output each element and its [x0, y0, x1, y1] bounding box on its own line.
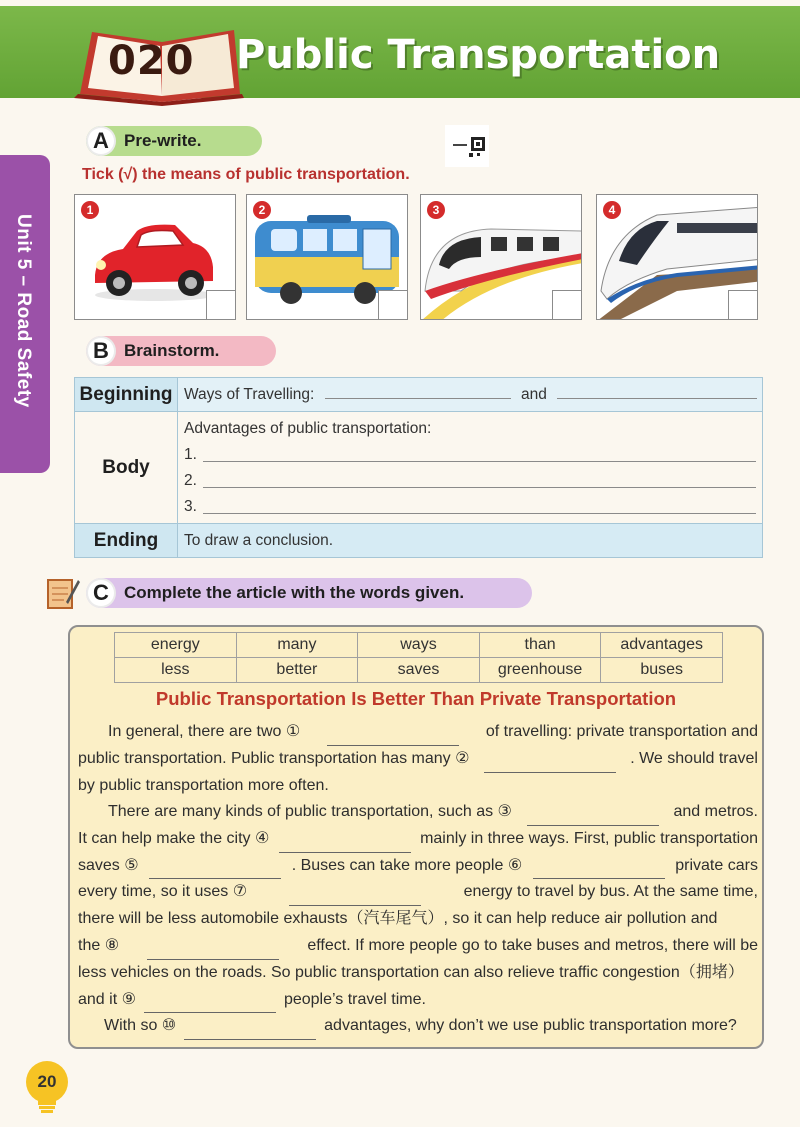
word-bank-cell: buses: [601, 658, 723, 683]
article-text: . We should travel: [630, 749, 758, 767]
article-paragraph-1: [78, 719, 758, 799]
article-text: saves ⑤: [78, 856, 139, 874]
section-a-header: [86, 126, 262, 156]
body-cell: [178, 412, 763, 524]
section-a-letter: A: [86, 126, 116, 156]
word-bank-cell: advantages: [601, 633, 723, 658]
article-text: the ⑧: [78, 936, 120, 954]
brainstorm-table: [74, 377, 763, 558]
unit-side-tab-label: Unit 5 – Road Safety: [13, 214, 34, 408]
word-bank-cell: than: [479, 633, 601, 658]
word-bank-table: [114, 632, 723, 683]
article-text: There are many kinds of public transportation, such as ③: [108, 803, 512, 820]
beginning-text: Ways of Travelling:: [184, 385, 315, 403]
word-bank-cell: energy: [115, 633, 237, 658]
picture-number: 4: [603, 201, 621, 219]
article-text: effect. If more people go to take buses and metros, there will be: [307, 936, 758, 954]
beginning-cell: [178, 378, 763, 412]
blank-3[interactable]: [527, 799, 659, 826]
section-b-letter: B: [86, 336, 116, 366]
picture-option-1: [74, 194, 236, 320]
article-text: With so ⑩: [104, 1017, 177, 1035]
article-text: of travelling: private transportation and: [485, 723, 758, 740]
blank-10[interactable]: [184, 1013, 316, 1040]
article-text: every time, so it uses ⑦: [78, 883, 248, 901]
blank-6[interactable]: [533, 853, 665, 880]
blank-7[interactable]: [289, 879, 421, 906]
picture-number: 2: [253, 201, 271, 219]
ways-blank-2[interactable]: [557, 398, 757, 399]
section-c-letter: C: [86, 578, 116, 608]
body-item-1: 1.: [184, 445, 197, 463]
word-bank-cell: greenhouse: [479, 658, 601, 683]
article-text: In general, there are two ①: [108, 723, 301, 740]
section-b-header: [86, 336, 276, 366]
picture-option-4: [596, 194, 758, 320]
section-c-header: [86, 578, 532, 608]
tick-box-4[interactable]: [728, 290, 757, 319]
blank-5[interactable]: [149, 853, 281, 880]
article-text: energy to travel by bus. At the same time,: [463, 883, 758, 901]
page-number: 20: [26, 1061, 68, 1103]
tick-box-2[interactable]: [378, 290, 407, 319]
blank-2[interactable]: [484, 746, 616, 773]
section-a-instruction: Tick (√) the means of public transportation.: [82, 166, 410, 183]
section-a-label: Pre-write.: [124, 131, 202, 150]
picture-option-2: [246, 194, 408, 320]
word-bank-cell: ways: [358, 633, 480, 658]
article-text: people’s travel time.: [283, 990, 426, 1008]
body-item-2: 2.: [184, 471, 197, 489]
picture-number: 1: [81, 201, 99, 219]
word-bank-cell: better: [236, 658, 358, 683]
picture-number: 3: [427, 201, 445, 219]
body-item-3: 3.: [184, 497, 197, 515]
beginning-and: and: [520, 385, 547, 403]
page-title: Public Transportation: [236, 32, 721, 78]
article-text: and metros.: [673, 803, 758, 820]
blank-8[interactable]: [147, 933, 279, 960]
advantage-blank-3[interactable]: [203, 494, 756, 514]
tick-box-1[interactable]: [206, 290, 235, 319]
section-c-label: Complete the article with the words given.: [124, 583, 465, 602]
blank-1[interactable]: [327, 719, 459, 746]
article-text: public transportation. Public transportation has many ②: [78, 749, 470, 767]
tick-box-3[interactable]: [552, 290, 581, 319]
article-paragraph-2: [78, 799, 758, 1040]
word-bank-cell: many: [236, 633, 358, 658]
writing-pad-icon: [46, 576, 80, 610]
body-head: Body: [75, 412, 178, 524]
ending-text: To draw a conclusion.: [178, 524, 763, 558]
body-intro: Advantages of public transportation:: [184, 419, 432, 437]
article-title: Public Transportation Is Better Than Private Transportation: [155, 688, 677, 709]
article-text: less vehicles on the roads. So public transportation can also relieve traffic congestion（拥堵）: [78, 963, 744, 981]
article-text: by public transportation more often.: [78, 776, 329, 794]
advantage-blank-1[interactable]: [203, 442, 756, 462]
article-text: private cars: [675, 856, 758, 874]
lesson-number: 020: [108, 38, 195, 84]
ending-head: Ending: [75, 524, 178, 558]
blank-9[interactable]: [144, 987, 276, 1014]
article-text: mainly in three ways. First, public transportation: [420, 829, 758, 847]
article-text: . Buses can take more people ⑥: [291, 856, 523, 874]
article-text: and it ⑨: [78, 990, 136, 1008]
beginning-head: Beginning: [75, 378, 178, 412]
section-b-label: Brainstorm.: [124, 341, 220, 360]
article-text: advantages, why don’t we use public transportation more?: [324, 1017, 737, 1035]
advantage-blank-2[interactable]: [203, 468, 756, 488]
picture-option-3: [420, 194, 582, 320]
word-bank-cell: less: [115, 658, 237, 683]
article-text: there will be less automobile exhausts（汽车尾气）, so it can help reduce air pollution and: [78, 910, 718, 928]
qr-code-icon: [445, 125, 489, 167]
blank-4[interactable]: [279, 826, 411, 853]
article-text: It can help make the city ④: [78, 829, 270, 847]
lightbulb-base-icon: [36, 1101, 58, 1117]
word-bank-cell: saves: [358, 658, 480, 683]
ways-blank-1[interactable]: [325, 398, 511, 399]
